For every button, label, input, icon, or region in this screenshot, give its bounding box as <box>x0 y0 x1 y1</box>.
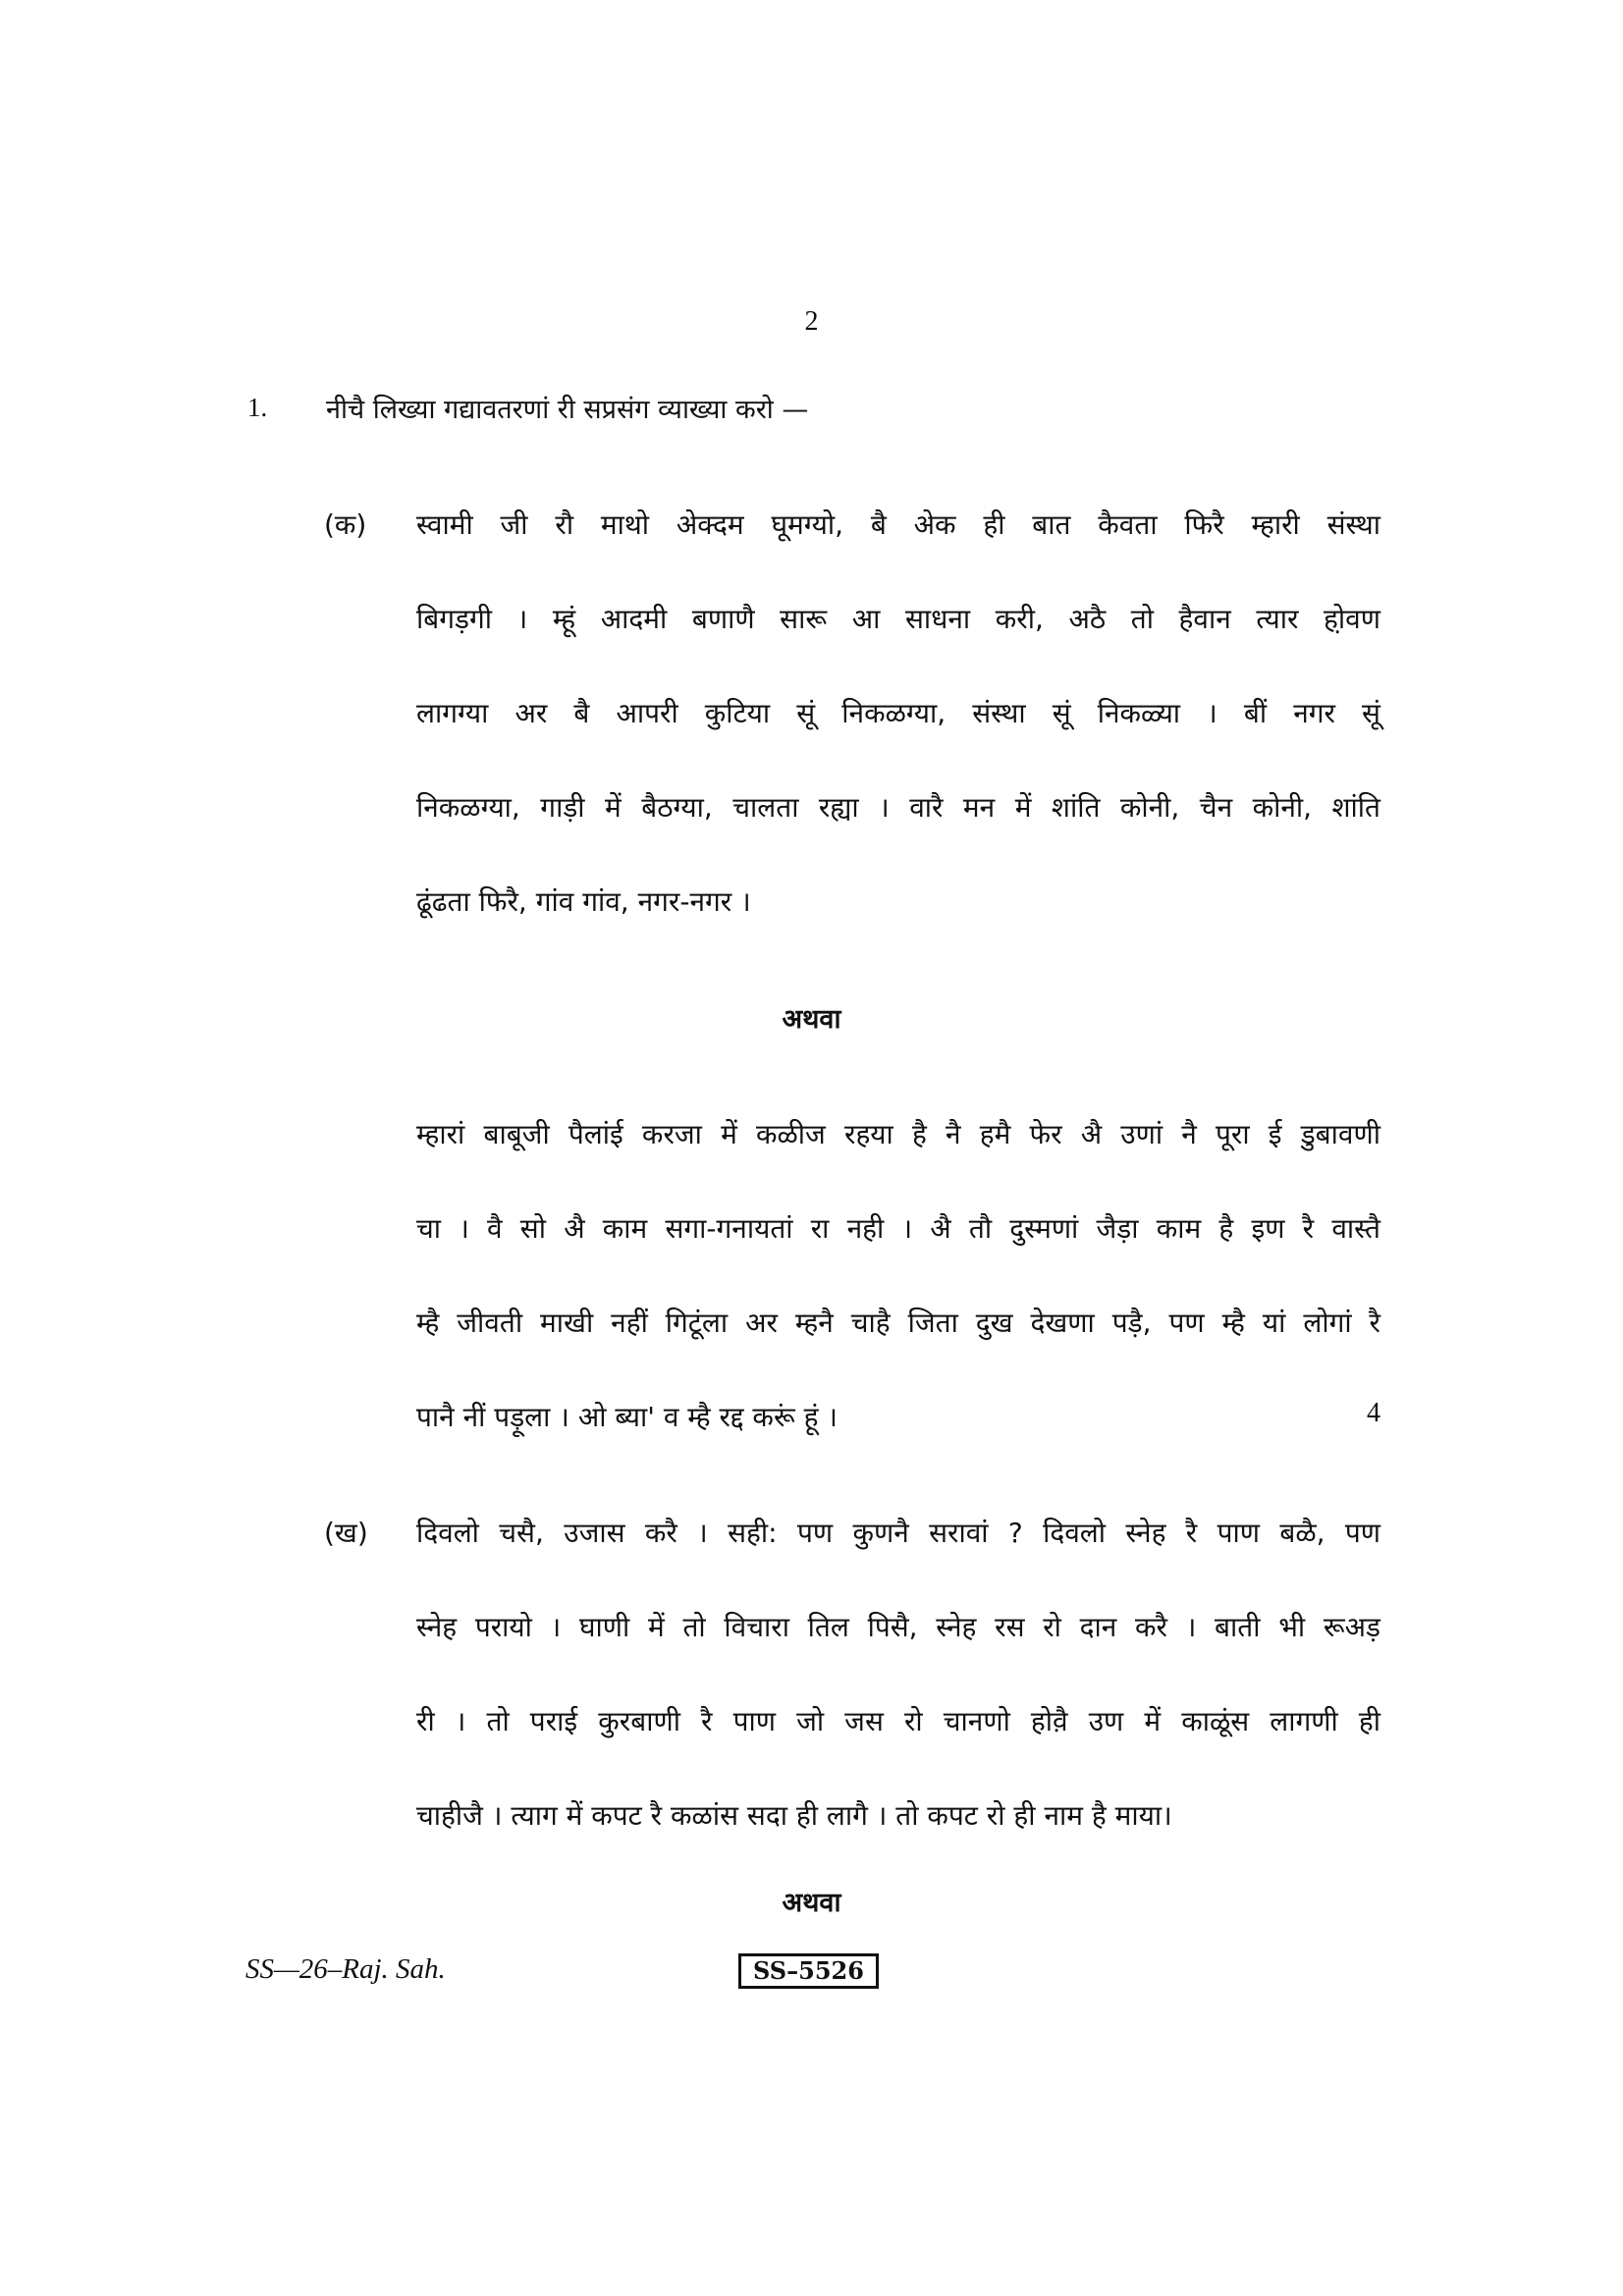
or-heading: अथवा <box>782 1888 841 1918</box>
passage-line: पानै नीं पड़ूला । ओ ब्या' व म्है रद्द करूं हूं । <box>416 1401 838 1433</box>
question-instruction: नीचै लिख्या गद्यावतरणां री सप्रसंग व्याख्या करो — <box>326 395 809 425</box>
paper-code: SS—26–Raj. Sah. <box>245 1953 446 1985</box>
passage-line: निकळग्या, गाड़ी में बैठग्या, चालता रह्या । वारै मन में शांति कोनी, चैन कोनी, शांति <box>416 791 1380 824</box>
passage-line: ढूंढता फिरै, गांव गांव, नगर-नगर । <box>416 885 751 918</box>
part-ka-label: (क) <box>324 508 367 541</box>
passage-line: म्है जीवती माखी नहीं गिटूंला अर म्हनै चाहै जिता दुख देखणा पड़ै, पण म्है यां लोगां रै <box>416 1307 1380 1339</box>
passage-line: लागग्या अर बै आपरी कुटिया सूं निकळग्या, संस्था सूं निकळ्या । बीं नगर सूं <box>416 697 1380 729</box>
marks-value: 4 <box>1367 1398 1380 1428</box>
part-kha-label: (ख) <box>324 1517 368 1549</box>
passage-line: म्हारां बाबूजी पैलांई करजा में कळीज रहया है नै हमै फेर अै उणां नै पूरा ई डुबावणी <box>416 1118 1380 1150</box>
passage-line: बिगड़गी । म्हूं आदमी बणाणै सारू आ साधना करी, अठै तो हैवान त्यार हो़वण <box>416 603 1380 635</box>
or-heading: अथवा <box>782 1004 841 1035</box>
passage-line: दिवलो चसै, उजास करै । सही: पण कुणनै सरावां ? दिवलो स्नेह रै पाण बळै, पण <box>416 1517 1380 1549</box>
passage-line: स्नेह परायो । घाणी में तो विचारा तिल पिसै, स्नेह रस रो दान करै । बाती भी रूअड़ <box>416 1611 1380 1643</box>
paper-series-box: SS–5526 <box>738 1953 879 1989</box>
passage-line: स्वामी जी रौ माथो अेक्दम घूमग्यो, बै अेक ही बात कैवता फिरै म्हारी संस्था <box>416 508 1380 541</box>
passage-line: चाहीजै । त्याग में कपट रै कळांस सदा ही लागै । तो कपट रो ही नाम है माया। <box>416 1799 1172 1832</box>
page-number: 2 <box>804 306 819 337</box>
question-number: 1. <box>247 393 268 422</box>
passage-line: चा । वै सो अै काम सगा-गनायतां रा नही । अै तौ दुस्मणां जैड़ा काम है इण रै वास्तै <box>416 1212 1380 1245</box>
passage-line: री । तो पराई कुरबाणी रै पाण जो जस रो चानणो होवै़ उण में काळूंस लागणी ही <box>416 1705 1380 1737</box>
